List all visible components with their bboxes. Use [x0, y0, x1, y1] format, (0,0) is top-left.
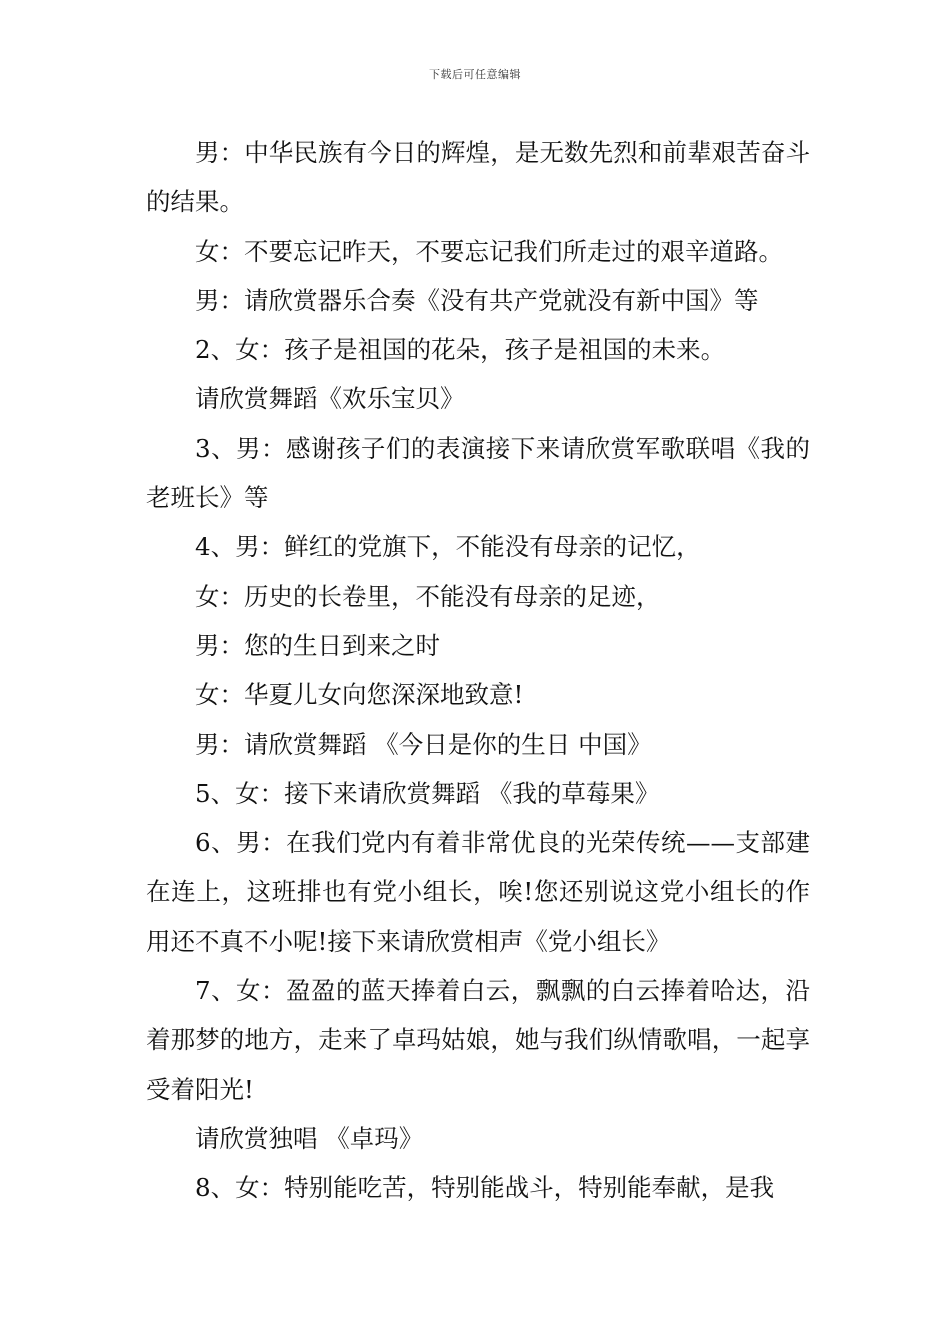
- page-header: 下载后可任意编辑: [429, 68, 521, 81]
- document-body: [146, 128, 810, 1213]
- paragraph: 7、女：盈盈的蓝天捧着白云，飘飘的白云捧着哈达，沿着那梦的地方，走来了卓玛姑娘，她与我们纵情歌唱，一起享受着阳光!: [146, 976, 810, 1104]
- paragraph: 女：不要忘记昨天，不要忘记我们所走过的艰辛道路。: [195, 236, 783, 266]
- paragraph: 6、男：在我们党内有着非常优良的光荣传统——支部建在连上，这班排也有党小组长，唉!您还别说这党小组长的作用还不真不小呢!接下来请欣赏相声《党小组长》: [146, 828, 810, 956]
- paragraph: 5、女：接下来请欣赏舞蹈 《我的草莓果》: [195, 778, 660, 808]
- paragraph: 4、男：鲜红的党旗下，不能没有母亲的记忆，: [195, 532, 701, 562]
- paragraph: 男：中华民族有今日的辉煌，是无数先烈和前辈艰苦奋斗的结果。: [146, 138, 810, 217]
- paragraph: 3、男：感谢孩子们的表演接下来请欣赏军歌联唱《我的老班长》等: [146, 433, 810, 513]
- paragraph: 男：请欣赏舞蹈 《今日是你的生日 中国》: [195, 729, 652, 759]
- paragraph: 女：华夏儿女向您深深地致意!: [195, 680, 524, 710]
- paragraph: 请欣赏舞蹈《欢乐宝贝》: [195, 384, 465, 414]
- paragraph: 2、女：孩子是祖国的花朵，孩子是祖国的未来。: [195, 335, 726, 365]
- paragraph: 8、女：特别能吃苦，特别能战斗，特别能奉献，是我: [195, 1173, 775, 1203]
- paragraph: 女：历史的长卷里，不能没有母亲的足迹，: [195, 581, 661, 611]
- paragraph: 男：您的生日到来之时: [195, 630, 440, 660]
- paragraph: 请欣赏独唱 《卓玛》: [195, 1123, 424, 1153]
- paragraph: 男：请欣赏器乐合奏《没有共产党就没有新中国》等: [195, 285, 759, 315]
